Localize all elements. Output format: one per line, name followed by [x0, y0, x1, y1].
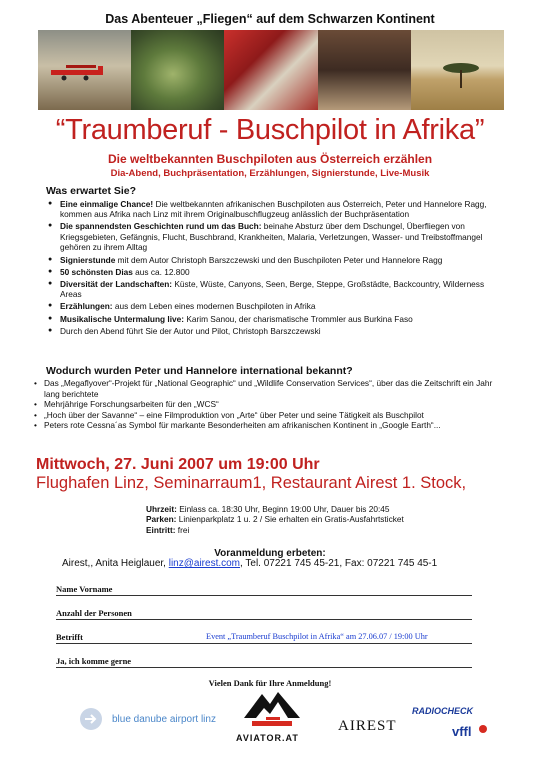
- form-field-persons[interactable]: Anzahl der Personen: [56, 608, 472, 620]
- entry-row: Eintritt: frei: [146, 524, 190, 535]
- photo-savanna: [411, 30, 504, 110]
- registration-title: Voranmeldung erbeten:: [214, 548, 326, 559]
- airest-logo-text: AIREST: [338, 718, 397, 734]
- form-field-confirm[interactable]: Ja, ich komme gerne: [56, 656, 472, 668]
- list-item: ● Erzählungen: aus dem Leben eines modernen Buschpiloten in Afrika: [46, 301, 506, 312]
- list-item: ● Die spannendsten Geschichten rund um das Buch: beinahe Absturz über dem Dschungel, Überfliegen von Kriegsgebieten, Gefängnis, Flucht, Buschbrand, Krankheiten, Malaria, Verletzungen, Wasser- und Treibstoffmangel gehören zu ihrem Alltag: [46, 221, 506, 253]
- list-item: • Peters rote Cessna´as Symbol für markante Besonderheiten am afrikanischen Kontinent in „Google Earth“...: [34, 420, 504, 430]
- aviator-logo-icon: [240, 688, 304, 734]
- plane-icon: [46, 62, 116, 82]
- photo-aerial-landscape: [131, 30, 224, 110]
- list-item: • „Hoch über der Savanne“ – eine Filmproduktion von „Arte“ über Peter und seine Tätigkeit als Buschpilot: [34, 410, 504, 420]
- email-link[interactable]: linz@airest.com: [168, 558, 241, 569]
- event-date: Mittwoch, 27. Juni 2007 um 19:00 Uhr: [36, 456, 320, 473]
- form-field-name[interactable]: Name Vorname: [56, 584, 472, 596]
- event-venue: Flughafen Linz, Seminarraum1, Restaurant Airest 1. Stock,: [36, 474, 467, 492]
- aviator-logo-text: AVIATOR.AT: [236, 733, 299, 743]
- list-item: ● Eine einmalige Chance! Die weltbekannten afrikanischen Buschpiloten aus Österreich, Peter und Hannelore Ragg, kommen aus Afrika nach Linz mit ihrem Originalbuschflugzeug anlässlich der Buchpräsentation: [46, 199, 506, 220]
- blue-danube-logo-icon: [80, 708, 102, 730]
- subtitle: Die weltbekannten Buschpiloten aus Österreich erzählen: [107, 152, 433, 166]
- parking-row: Parken: Linienparkplatz 1 u. 2 / Sie erhalten ein Gratis-Ausfahrtsticket: [146, 514, 404, 525]
- blue-danube-logo-text: blue danube airport linz: [112, 714, 216, 725]
- list-item: ● Diversität der Landschaften: Küste, Wüste, Canyons, Seen, Berge, Steppe, Großstädte, Backcountry, Wilderness Areas: [46, 279, 506, 300]
- time-row: Uhrzeit: Einlass ca. 18:30 Uhr, Beginn 19:00 Uhr, Dauer bis 20:45: [146, 504, 390, 514]
- form-field-subject[interactable]: Betrifft Event „Traumberuf Buschpilot in Afrika“ am 27.06.07 / 19:00 Uhr: [56, 632, 472, 644]
- main-title: “Traumberuf - Buschpilot in Afrika”: [55, 114, 485, 146]
- photo-cockpit: [224, 30, 317, 110]
- thanks-text: Vielen Dank für Ihre Anmeldung!: [208, 678, 332, 688]
- list-item: • Mehrjährige Forschungsarbeiten für den „WCS“: [34, 399, 504, 409]
- form-event-text: Event „Traumberuf Buschpilot in Afrika“ am 27.06.07 / 19:00 Uhr: [206, 632, 428, 641]
- event-details: [146, 504, 404, 535]
- acacia-tree-icon: [441, 60, 481, 90]
- photo-strip: [38, 30, 504, 110]
- list-item: ● Signierstunde mit dem Autor Christoph Barszczewski und den Buschpiloten Peter und Hannelore Ragg: [46, 255, 506, 266]
- expectations-heading: Was erwartet Sie?: [46, 185, 137, 197]
- subtitle-program: Dia-Abend, Buchpräsentation, Erzählungen, Signierstunde, Live-Musik: [110, 168, 430, 179]
- list-item: ● Musikalische Untermalung live: Karim Sanou, der charismatische Trommler aus Burkina Faso: [46, 314, 506, 325]
- list-item: ● Durch den Abend führt Sie der Autor und Pilot, Christoph Barszczewski: [46, 326, 506, 337]
- top-title: Das Abenteuer „Fliegen“ auf dem Schwarzen Kontinent: [105, 12, 435, 26]
- vffl-logo-text: vffl: [452, 724, 472, 739]
- fame-heading: Wodurch wurden Peter und Hannelore international bekannt?: [46, 365, 353, 377]
- red-dot-icon: [478, 724, 488, 734]
- fame-section: [34, 366, 504, 430]
- photo-bush-plane: [38, 30, 131, 110]
- radiocheck-logo-text: RADIOCHECK: [412, 706, 474, 716]
- registration-contact: Airest,, Anita Heiglauer, linz@airest.com, Tel. 07221 745 45-21, Fax: 07221 745 45-1: [62, 558, 438, 569]
- photo-passengers: [318, 30, 411, 110]
- expectations-section: [46, 186, 506, 338]
- arrow-right-icon: [80, 708, 102, 730]
- list-item: • Das „Megaflyover“-Projekt für „National Geographic“ und „Wildlife Conservation Services“, über das die Zeitschrift ein Jahr lang berichtete: [34, 378, 504, 399]
- list-item: ● 50 schönsten Dias aus ca. 12.800: [46, 267, 506, 278]
